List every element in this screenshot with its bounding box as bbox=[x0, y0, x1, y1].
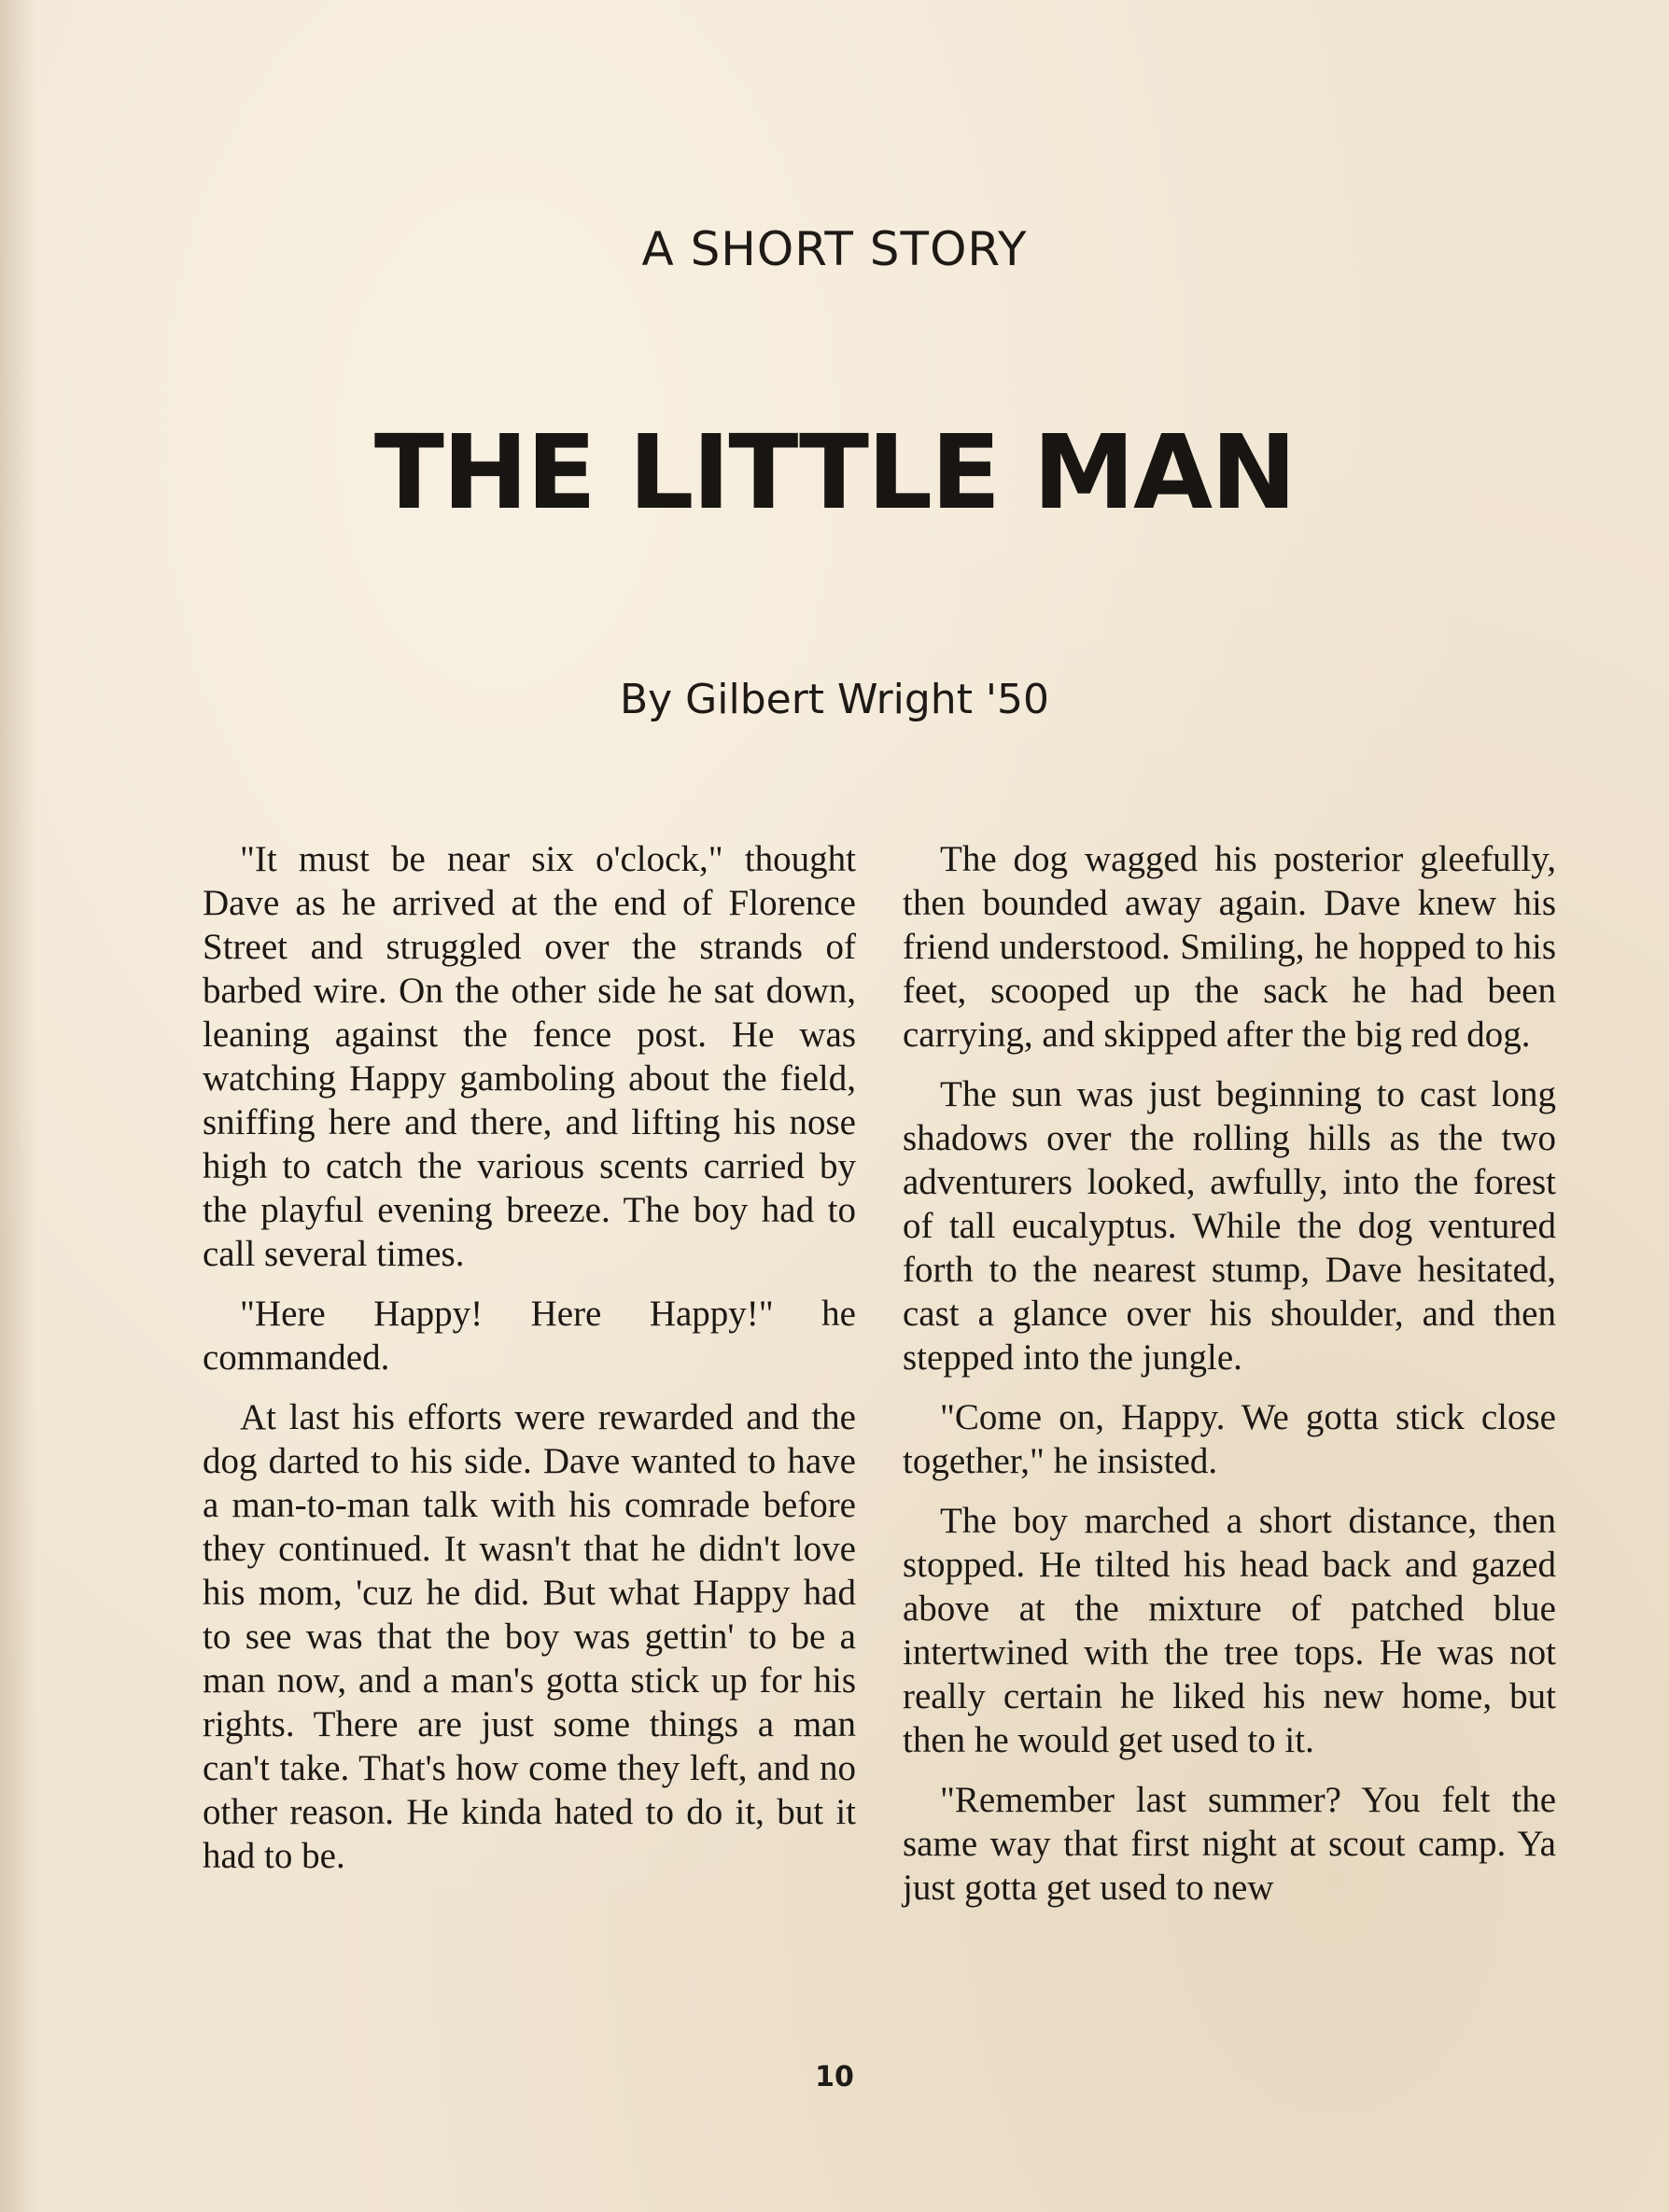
paragraph: The boy marched a short distance, then stopped. He tilted his head back and gazed above at the mixture of patched blue intertwined with the tree tops. He was not really certain he liked his new home, but then he would get used to it. bbox=[903, 1501, 1556, 1760]
paragraph: "It must be near six o'clock," thought Dave as he arrived at the end of Florence Street and struggled over the strands of barbed wire. On the other side he sat down, leaning against the fence post. He was watching Happy gamboling about the field, sniffing here and there, and lifting his nose high to catch the various scents carried by the playful evening breeze. The boy had to call several times. bbox=[203, 839, 856, 1274]
page-edge-shadow bbox=[0, 0, 37, 2212]
paragraph: The dog wagged his posterior gleefully, then bounded away again. Dave knew his friend understood. Smiling, he hopped to his feet, scooped up the sack he had been carrying, and skipped after the big red dog. bbox=[903, 839, 1556, 1055]
story-title: THE LITTLE MAN bbox=[373, 413, 1296, 532]
section-kicker: A SHORT STORY bbox=[641, 222, 1028, 276]
left-column bbox=[203, 837, 856, 1894]
page-number: 10 bbox=[815, 2061, 854, 2093]
author-byline: By Gilbert Wright '50 bbox=[619, 676, 1050, 723]
paragraph: The sun was just beginning to cast long shadows over the rolling hills as the two adventurers looked, awfully, into the forest of tall eucalyptus. While the dog ventured forth to the nearest stump, Dave hesitated, cast a glance over his shoulder, and then stepped into the jungle. bbox=[903, 1074, 1556, 1378]
paragraph: At last his efforts were rewarded and the dog darted to his side. Dave wanted to have a man-to-man talk with his comrade before they continued. It wasn't that he didn't love his mom, 'cuz he did. But what Happy had to see was that the boy was gettin' to be a man now, and a man's gotta stick up for his rights. There are just some things a man can't take. That's how come they left, and no other reason. He kinda hated to do it, but it had to be. bbox=[203, 1397, 856, 1876]
paragraph: "Remember last summer? You felt the same way that first night at scout camp. Ya just gotta get used to new bbox=[903, 1780, 1556, 1908]
paragraph: "Here Happy! Here Happy!" he commanded. bbox=[203, 1294, 856, 1378]
right-column bbox=[903, 837, 1556, 1925]
paragraph: "Come on, Happy. We gotta stick close together," he insisted. bbox=[903, 1397, 1556, 1481]
